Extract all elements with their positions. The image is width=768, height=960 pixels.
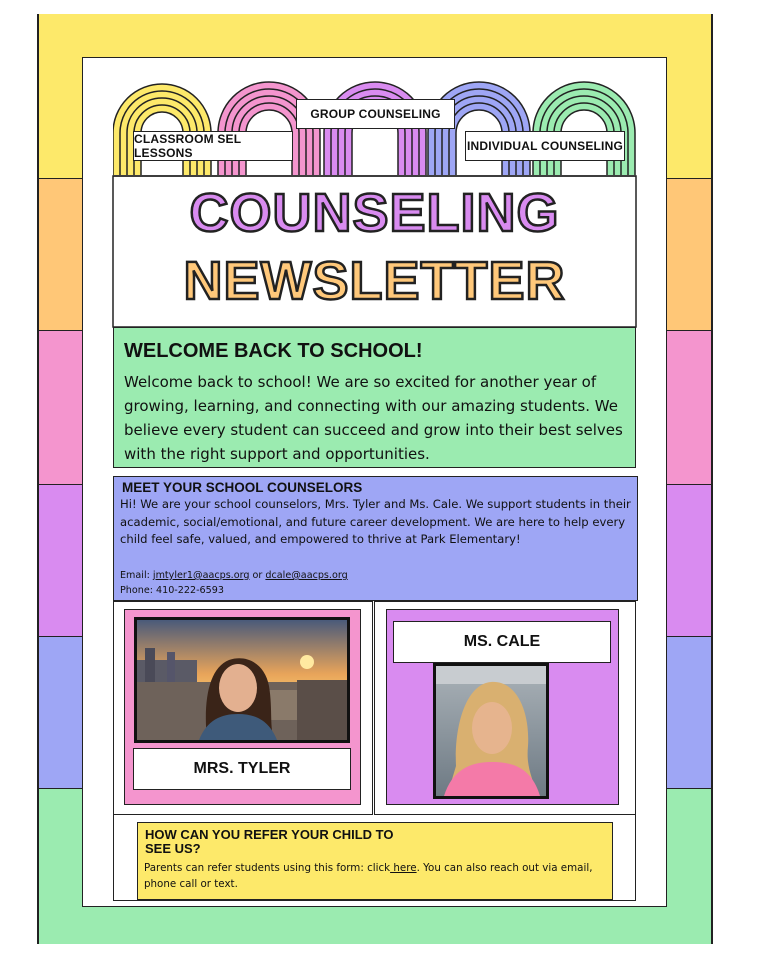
refer-body-text: Parents can refer students using this form: click xyxy=(144,862,391,874)
cale-photo xyxy=(433,663,549,799)
email-line xyxy=(120,568,348,583)
cale-photo-image xyxy=(436,666,546,796)
email-link-cale[interactable]: dcale@aacps.org xyxy=(265,570,348,581)
meet-counselors-body: Hi! We are your school counselors, Mrs. Tyler and Ms. Cale. We support students in their academic, social/emotional, and future career development. We are here to help every child feel safe, valued, and empowered to thrive at Park Elementary! xyxy=(120,497,631,546)
meet-counselors-heading: MEET YOUR SCHOOL COUNSELORS xyxy=(122,480,363,495)
email-link-tyler[interactable]: jmtyler1@aacps.org xyxy=(152,570,250,581)
individual-counseling-label: INDIVIDUAL COUNSELING xyxy=(465,131,625,161)
email-or-text: or xyxy=(249,570,266,581)
welcome-body: Welcome back to school! We are so excited for another year of growing, learning, and connecting with our amazing students. We believe every student can succeed and grow into their best selves with the right support and opportunities. xyxy=(124,373,623,463)
title-line-counseling: COUNSELING xyxy=(189,183,560,243)
tyler-photo-image xyxy=(137,620,347,740)
title-line-newsletter: NEWSLETTER xyxy=(183,251,566,311)
email-label: Email: xyxy=(120,570,153,581)
refer-body-text-after: . You can also reach out via email, phone call or text. xyxy=(144,862,593,890)
group-counseling-label: GROUP COUNSELING xyxy=(296,99,455,129)
tyler-photo xyxy=(134,617,350,743)
classroom-sel-lessons-label: CLASSROOM SEL LESSONS xyxy=(133,131,293,161)
refer-heading: HOW CAN YOU REFER YOUR CHILD TO SEE US? xyxy=(145,827,394,856)
tyler-name-label: MRS. TYLER xyxy=(133,748,351,790)
refer-body xyxy=(144,860,606,892)
phone-line: Phone: 410-222-6593 xyxy=(120,585,224,596)
welcome-heading: WELCOME BACK TO SCHOOL! xyxy=(124,340,423,362)
contact-info xyxy=(120,568,348,598)
cale-name-label: MS. CALE xyxy=(393,621,611,663)
refer-form-link[interactable]: here xyxy=(390,862,417,874)
